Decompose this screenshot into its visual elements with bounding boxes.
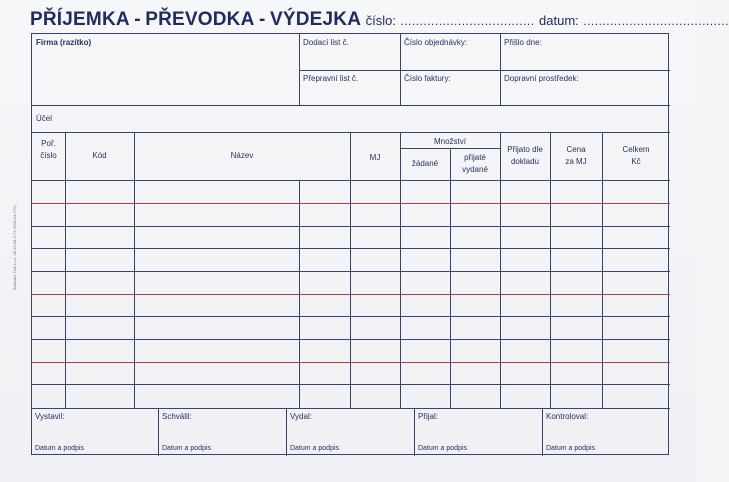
- title-prevodka: PŘEVODKA: [145, 9, 255, 30]
- col-prijato-dle-dokladu: [500, 144, 550, 168]
- column-rule: [400, 132, 401, 408]
- prepravni-list-label: Přepravní list č.: [303, 74, 359, 83]
- col-cena-line2: za MJ: [565, 157, 587, 166]
- column-rule: [65, 132, 66, 408]
- signature-schvalil-sub[interactable]: Datum a podpis: [162, 445, 212, 452]
- col-por-line1: Poř.: [41, 139, 56, 148]
- signature-kontroloval-label: Kontroloval:: [546, 412, 589, 421]
- col-mj: MJ: [369, 153, 381, 162]
- column-rule: [134, 132, 135, 408]
- signature-divider: [286, 408, 287, 456]
- table-row[interactable]: [32, 339, 670, 340]
- table-row[interactable]: [32, 384, 670, 385]
- cislo-faktury-label: Číslo faktury:: [404, 74, 451, 83]
- table-bottom-rule: [32, 408, 670, 409]
- signature-vydal-sub[interactable]: Datum a podpis: [290, 445, 340, 452]
- signature-vystavil-label: Vystavil:: [35, 412, 65, 421]
- table-row[interactable]: [32, 226, 670, 227]
- header-divider: [299, 70, 670, 71]
- column-rule: [350, 132, 351, 408]
- col-nazev: Název: [230, 151, 254, 160]
- col-prijate-vydane: [450, 152, 500, 176]
- firma-label: Firma (razítko): [36, 38, 92, 47]
- title-dash-1: -: [134, 9, 141, 30]
- signature-schvalil-label: Schválil:: [162, 412, 192, 421]
- dopravni-prostredek-label: Dopravní prostředek:: [504, 74, 579, 83]
- form-grid: [31, 33, 669, 455]
- title-prijemka: PŘÍJEMKA: [30, 9, 130, 30]
- signature-vystavil-sub[interactable]: Datum a podpis: [35, 445, 85, 452]
- col-celkem-line1: Celkem: [622, 145, 650, 154]
- datum-label: datum:: [539, 13, 579, 28]
- title-dash-2: -: [258, 9, 266, 30]
- ucel-bottom-rule: [32, 132, 670, 133]
- signature-prijal-sub[interactable]: Datum a podpis: [418, 445, 468, 452]
- dodaci-list-label: Dodací list č.: [303, 38, 349, 47]
- table-row[interactable]: [32, 362, 670, 363]
- preslo-dne-label: Přišlo dne:: [504, 38, 542, 47]
- signature-vydal-label: Vydal:: [290, 412, 312, 421]
- form-title: [30, 9, 729, 33]
- col-cena-za-mj: [550, 144, 602, 168]
- cislo-field[interactable]: ...................................: [400, 14, 535, 28]
- col-kod: Kód: [92, 151, 107, 160]
- col-celkem-kc: [602, 144, 670, 168]
- col-prijato-line1: Přijato dle: [507, 145, 543, 154]
- datum-field[interactable]: ......................................: [583, 14, 729, 28]
- signature-divider: [542, 408, 543, 456]
- col-celkem-line2: Kč: [631, 157, 641, 166]
- col-prijate-line1: přijaté: [464, 153, 486, 162]
- col-zadane: žádané: [411, 159, 439, 168]
- signature-prijal-label: Přijal:: [418, 412, 439, 421]
- table-row[interactable]: [32, 316, 670, 317]
- table-row[interactable]: [32, 294, 670, 295]
- column-rule: [450, 148, 451, 408]
- signature-divider: [414, 408, 415, 456]
- col-por-line2: číslo: [40, 151, 57, 160]
- ucel-label: Účel: [36, 114, 53, 123]
- col-poradove-cislo: [32, 138, 65, 162]
- header-bottom-rule: [32, 105, 670, 106]
- column-rule: [500, 132, 501, 408]
- table-header-bottom-rule: [32, 180, 670, 181]
- signature-divider: [158, 408, 159, 456]
- col-mnozstvi: Množství: [433, 137, 466, 146]
- table-row[interactable]: [32, 203, 670, 204]
- table-row[interactable]: [32, 271, 670, 272]
- signature-kontroloval-sub[interactable]: Datum a podpis: [546, 445, 596, 452]
- cislo-label: číslo:: [365, 13, 396, 28]
- cislo-objednavky-label: Číslo objednávky:: [404, 38, 468, 47]
- table-row[interactable]: [32, 248, 670, 249]
- title-vydejka: VÝDEJKA: [269, 9, 362, 30]
- col-cena-line1: Cena: [566, 145, 586, 154]
- col-prijate-line2: vydané: [462, 165, 488, 174]
- column-rule: [602, 132, 603, 408]
- col-prijato-line2: dokladu: [510, 157, 540, 166]
- column-rule: [550, 132, 551, 408]
- printer-imprint: Baltuška Tisk s.r.o. 08-10 88-3 73 (0/08-64-770): [12, 205, 17, 290]
